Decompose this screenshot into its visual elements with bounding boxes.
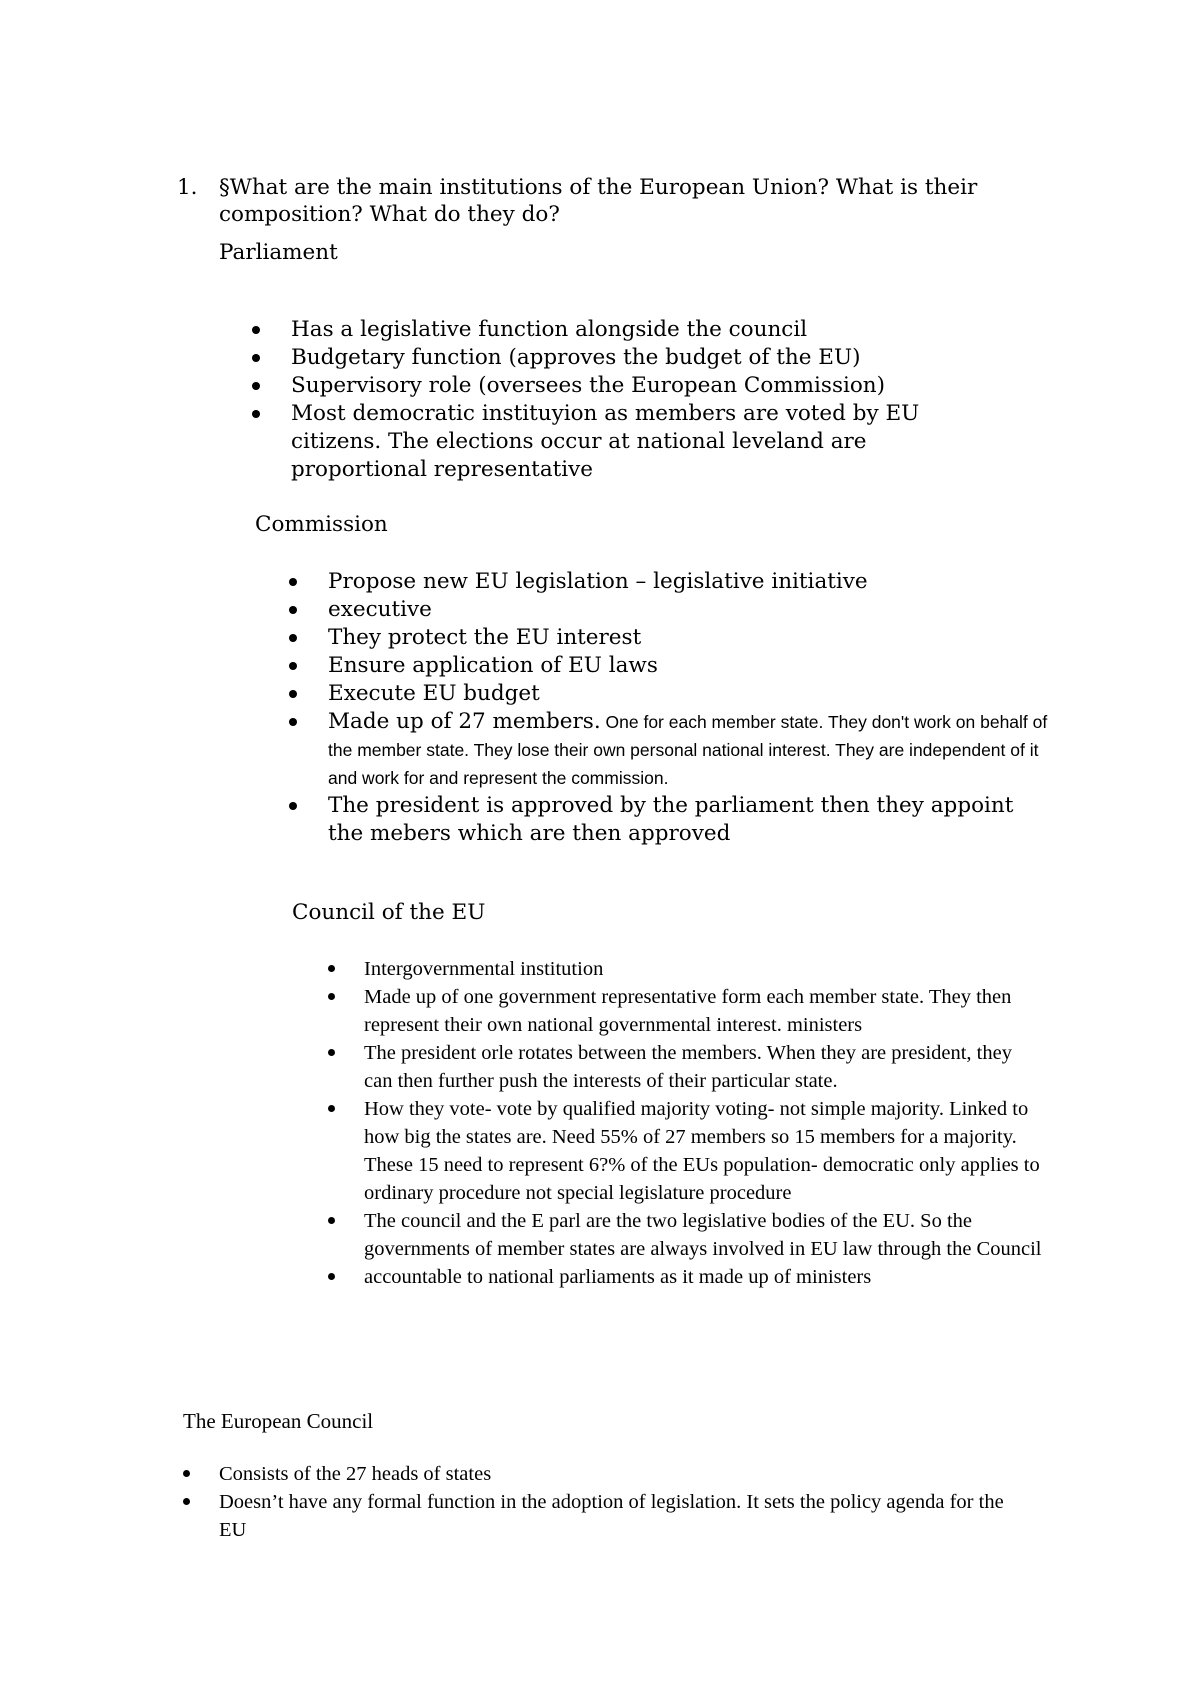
list-item: Propose new EU legislation – legislative initiative	[328, 568, 1068, 596]
list-item: Made up of one government representative form each member state. They then represent their own national governmental interest. ministers	[364, 983, 1084, 1039]
bullet-icon	[252, 382, 260, 390]
question-text: §What are the main institutions of the European Union? What is their composition? What do they do?	[219, 175, 978, 227]
list-item: accountable to national parliaments as it made up of ministers	[364, 1263, 1084, 1291]
list-item: How they vote- vote by qualified majority voting- not simple majority. Linked to how big the states are. Need 55% of 27 members so 15 members for a majority. These 15 need to represent 6?% of the EUs population- democratic only applies to ordinary procedure not special legislature procedure	[364, 1095, 1064, 1207]
european-council-list	[219, 1460, 1019, 1544]
list-item: Ensure application of EU laws	[328, 652, 1068, 680]
parliament-list	[291, 316, 1091, 484]
bullet-icon	[289, 718, 297, 726]
list-item: The president is approved by the parliament then they appoint the mebers which are then approved	[328, 792, 1048, 848]
bullet-icon	[183, 1498, 190, 1505]
bullet-icon	[328, 1217, 335, 1224]
list-item: Supervisory role (oversees the European Commission)	[291, 372, 1091, 400]
bullet-icon	[252, 326, 260, 334]
list-item: Intergovernmental institution	[364, 955, 1084, 983]
bullet-icon	[328, 1273, 335, 1280]
list-item	[328, 708, 1068, 792]
section-heading-council-eu: Council of the EU	[292, 900, 486, 925]
bullet-icon	[328, 1049, 335, 1056]
members-lead: Made up of 27 members.	[328, 709, 601, 734]
members-detail: One for each member state. They don't work on behalf of the member state. They lose their own personal national interest. They are independent of it and work for and represent the commission.	[328, 712, 1048, 788]
bullet-icon	[328, 993, 335, 1000]
bullet-icon	[252, 410, 260, 418]
bullet-icon	[289, 802, 297, 810]
section-heading-commission: Commission	[255, 512, 388, 537]
bullet-icon	[289, 634, 297, 642]
list-item: Most democratic instituyion as members are voted by EU citizens. The elections occur at national leveland are proportional representative	[291, 400, 991, 484]
question-number: 1.	[177, 175, 198, 200]
list-item: The president orle rotates between the members. When they are president, they can then further push the interests of their particular state.	[364, 1039, 1044, 1095]
bullet-icon	[183, 1470, 190, 1477]
bullet-icon	[289, 578, 297, 586]
bullet-icon	[289, 662, 297, 670]
list-item: Consists of the 27 heads of states	[219, 1460, 1019, 1488]
list-item: They protect the EU interest	[328, 624, 1068, 652]
list-item: Execute EU budget	[328, 680, 1068, 708]
list-item: The council and the E parl are the two legislative bodies of the EU. So the governments of member states are always involved in EU law through the Council	[364, 1207, 1064, 1263]
section-heading-european-council: The European Council	[183, 1409, 374, 1433]
bullet-icon	[289, 606, 297, 614]
bullet-icon	[289, 690, 297, 698]
list-item: Budgetary function (approves the budget of the EU)	[291, 344, 1091, 372]
list-item: Doesn’t have any formal function in the adoption of legislation. It sets the policy agenda for the EU	[219, 1488, 1019, 1544]
bullet-icon	[328, 965, 335, 972]
bullet-icon	[252, 354, 260, 362]
council-eu-list	[364, 955, 1084, 1291]
bullet-icon	[328, 1105, 335, 1112]
section-heading-parliament: Parliament	[219, 240, 338, 265]
list-item: executive	[328, 596, 1068, 624]
commission-list	[328, 568, 1068, 848]
list-item: Has a legislative function alongside the council	[291, 316, 1091, 344]
